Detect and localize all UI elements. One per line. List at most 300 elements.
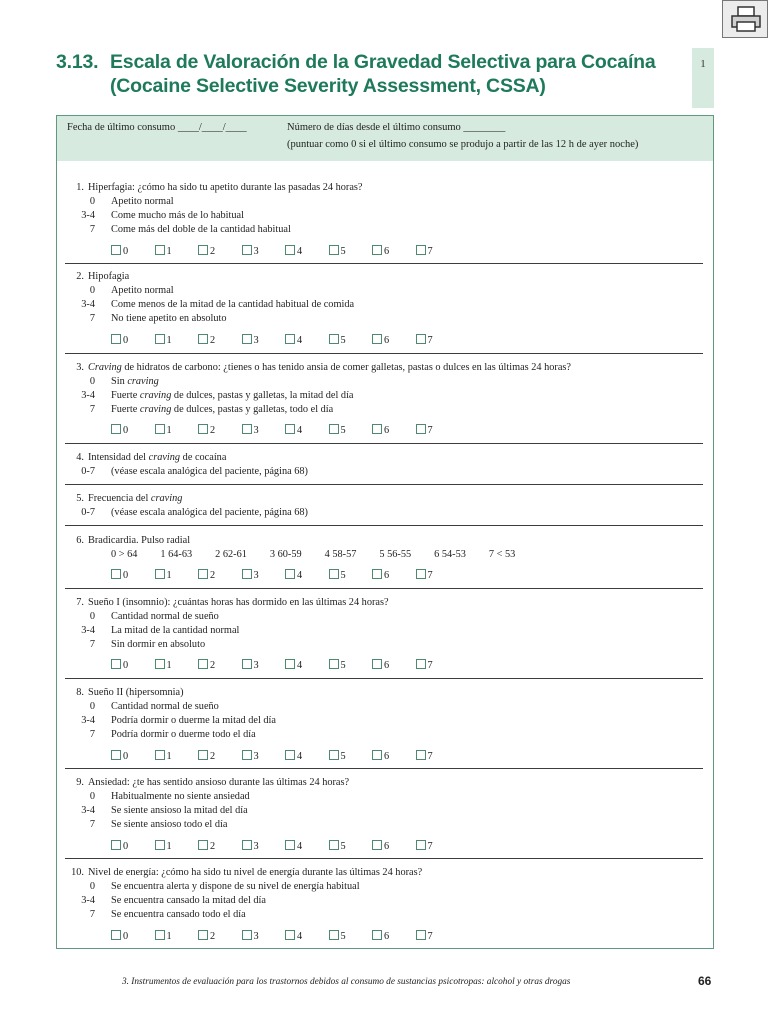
question-number: 1. xyxy=(76,182,84,193)
score-checkbox-3[interactable] xyxy=(242,659,259,673)
question-number: 5. xyxy=(76,493,84,504)
checkbox-label: 2 xyxy=(210,660,216,671)
checkbox-square[interactable] xyxy=(285,334,295,344)
option-code: 3-4 xyxy=(81,805,95,816)
checkbox-label: 2 xyxy=(210,246,216,257)
checkbox-label: 3 xyxy=(253,425,259,436)
option-code: 0 xyxy=(89,376,95,387)
option-text: No tiene apetito en absoluto xyxy=(111,313,227,324)
score-checkbox-3[interactable] xyxy=(242,930,259,944)
checkbox-square[interactable] xyxy=(372,750,382,760)
score-checkbox-0[interactable] xyxy=(111,659,128,673)
checkbox-label: 4 xyxy=(297,660,303,671)
checkbox-label: 6 xyxy=(384,841,390,852)
checkbox-square[interactable] xyxy=(416,930,426,940)
checkbox-label: 3 xyxy=(253,246,259,257)
question-text: Frecuencia del xyxy=(88,493,151,504)
checkbox-label: 6 xyxy=(384,335,390,346)
pulse-range: 0 > 64 xyxy=(111,549,138,560)
score-checkbox-7[interactable] xyxy=(416,930,433,944)
option-code: 7 xyxy=(89,819,95,830)
section-number: 3.13. xyxy=(56,51,99,73)
checkbox-label: 2 xyxy=(210,570,216,581)
question-number: 9. xyxy=(76,777,84,788)
question-text: Nivel de energía: ¿cómo ha sido tu nivel de energía durante las últimas 24 horas? xyxy=(88,867,423,878)
score-checkbox-7[interactable] xyxy=(416,840,433,854)
score-checkbox-0[interactable] xyxy=(111,840,128,854)
score-checkbox-0[interactable] xyxy=(111,334,128,348)
divider xyxy=(65,443,703,444)
checkbox-square[interactable] xyxy=(198,424,208,434)
checkbox-label: 6 xyxy=(384,425,390,436)
divider xyxy=(65,678,703,679)
score-checkbox-6[interactable] xyxy=(372,750,389,764)
checkbox-label: 6 xyxy=(384,931,390,942)
option-text: Apetito normal xyxy=(111,196,174,207)
score-checkbox-1[interactable] xyxy=(155,424,172,438)
question-number: 7. xyxy=(76,597,84,608)
checkbox-square[interactable] xyxy=(285,569,295,579)
question-number: 4. xyxy=(76,452,84,463)
pulse-range: 1 64-63 xyxy=(160,549,193,560)
option-text: Come más del doble de la cantidad habitual xyxy=(111,224,291,235)
checkbox-label: 0 xyxy=(123,425,129,436)
checkbox-label: 4 xyxy=(297,425,303,436)
question-number: 6. xyxy=(76,535,84,546)
question-text: de hidratos de carbono: ¿tienes o has tenido ansia de comer galletas, pastas o dulces en las últimas 24 horas? xyxy=(121,362,571,373)
checkbox-label: 1 xyxy=(166,335,172,346)
checkbox-square[interactable] xyxy=(198,334,208,344)
option-code: 3-4 xyxy=(81,625,95,636)
option-text: Cantidad normal de sueño xyxy=(111,611,219,622)
score-checkbox-1[interactable] xyxy=(155,840,172,854)
divider xyxy=(65,768,703,769)
score-checkbox-2[interactable] xyxy=(198,750,215,764)
score-checkbox-4[interactable] xyxy=(285,930,302,944)
checkbox-square[interactable] xyxy=(155,930,165,940)
checkbox-square[interactable] xyxy=(242,659,252,669)
question-text: Hipofagia xyxy=(88,271,130,282)
score-checkbox-0[interactable] xyxy=(111,569,128,583)
score-checkbox-4[interactable] xyxy=(285,334,302,348)
score-checkbox-5[interactable] xyxy=(329,750,346,764)
checkbox-square[interactable] xyxy=(111,659,121,669)
checkbox-label: 4 xyxy=(297,931,303,942)
question-number: 8. xyxy=(76,687,84,698)
checkbox-label: 0 xyxy=(123,570,129,581)
question-text: de cocaína xyxy=(180,452,227,463)
option-text: Se encuentra alerta y dispone de su nivel de energía habitual xyxy=(111,881,360,892)
score-checkbox-5[interactable] xyxy=(329,659,346,673)
score-checkbox-6[interactable] xyxy=(372,930,389,944)
score-checkbox-4[interactable] xyxy=(285,659,302,673)
divider xyxy=(65,588,703,589)
checkbox-label: 3 xyxy=(253,841,259,852)
option-text: Apetito normal xyxy=(111,285,174,296)
checkbox-label: 1 xyxy=(166,246,172,257)
option-code: 7 xyxy=(89,224,95,235)
checkbox-label: 1 xyxy=(166,425,172,436)
checkbox-square[interactable] xyxy=(285,245,295,255)
checkbox-label: 4 xyxy=(297,841,303,852)
checkbox-square[interactable] xyxy=(416,245,426,255)
checkbox-square[interactable] xyxy=(242,930,252,940)
checkbox-square[interactable] xyxy=(329,840,339,850)
option-code: 0 xyxy=(89,196,95,207)
checkbox-label: 4 xyxy=(297,570,303,581)
checkbox-square[interactable] xyxy=(111,840,121,850)
checkbox-square[interactable] xyxy=(155,424,165,434)
pulse-range: 6 54-53 xyxy=(434,549,466,560)
checkbox-label: 2 xyxy=(210,751,216,762)
option-text: Fuerte xyxy=(111,404,140,415)
option-code: 7 xyxy=(89,729,95,740)
checkbox-square[interactable] xyxy=(329,930,339,940)
checkbox-label: 3 xyxy=(253,751,259,762)
option-code: 0 xyxy=(89,791,95,802)
checkbox-label: 5 xyxy=(340,335,346,346)
page-number: 66 xyxy=(698,974,712,988)
checkbox-label: 4 xyxy=(297,751,303,762)
option-code: 0-7 xyxy=(81,466,95,477)
divider xyxy=(65,263,703,264)
checkbox-square[interactable] xyxy=(111,334,121,344)
checkbox-label: 6 xyxy=(384,660,390,671)
checkbox-label: 3 xyxy=(253,570,259,581)
option-text: Sin dormir en absoluto xyxy=(111,639,206,650)
score-checkbox-0[interactable] xyxy=(111,245,128,259)
option-code: 3-4 xyxy=(81,390,95,401)
checkbox-square[interactable] xyxy=(372,424,382,434)
days-note: (puntuar como 0 si el último consumo se produjo a partir de las 12 h de ayer noche) xyxy=(287,139,639,150)
score-checkbox-2[interactable] xyxy=(198,245,215,259)
days-since-last-use-field[interactable]: Número de días desde el último consumo ________ xyxy=(287,122,506,133)
score-checkbox-1[interactable] xyxy=(155,659,172,673)
score-checkbox-3[interactable] xyxy=(242,750,259,764)
pulse-ranges xyxy=(111,548,538,562)
question-text: Intensidad del xyxy=(88,452,149,463)
option-code: 7 xyxy=(89,909,95,920)
checkbox-label: 3 xyxy=(253,335,259,346)
checkbox-label: 1 xyxy=(166,570,172,581)
pulse-range: 4 58-57 xyxy=(324,549,357,560)
score-checkbox-4[interactable] xyxy=(285,569,302,583)
score-checkbox-2[interactable] xyxy=(198,569,215,583)
score-checkbox-4[interactable] xyxy=(285,840,302,854)
score-checkbox-6[interactable] xyxy=(372,840,389,854)
option-text: Habitualmente no siente ansiedad xyxy=(111,791,250,802)
checkbox-label: 1 xyxy=(166,841,172,852)
tab-number: 1 xyxy=(700,58,706,70)
score-checkbox-5[interactable] xyxy=(329,930,346,944)
score-checkbox-5[interactable] xyxy=(329,245,346,259)
score-checkbox-5[interactable] xyxy=(329,424,346,438)
chapter-tab xyxy=(692,48,714,108)
option-code: 7 xyxy=(89,313,95,324)
checkbox-square[interactable] xyxy=(198,659,208,669)
checkbox-label: 7 xyxy=(427,246,433,257)
checkbox-label: 0 xyxy=(123,335,129,346)
score-checkbox-6[interactable] xyxy=(372,334,389,348)
checkbox-label: 0 xyxy=(123,246,129,257)
question-text-italic: Craving xyxy=(88,362,122,373)
checkbox-square[interactable] xyxy=(155,245,165,255)
checkbox-square[interactable] xyxy=(242,424,252,434)
checkbox-label: 7 xyxy=(427,425,433,436)
option-code: 7 xyxy=(89,404,95,415)
checkbox-label: 7 xyxy=(427,570,433,581)
score-checkbox-4[interactable] xyxy=(285,424,302,438)
checkbox-label: 0 xyxy=(123,931,129,942)
checkbox-square[interactable] xyxy=(111,750,121,760)
score-checkbox-0[interactable] xyxy=(111,930,128,944)
option-code: 3-4 xyxy=(81,299,95,310)
score-checkbox-3[interactable] xyxy=(242,245,259,259)
divider xyxy=(65,484,703,485)
checkbox-square[interactable] xyxy=(372,245,382,255)
checkbox-square[interactable] xyxy=(111,569,121,579)
score-checkbox-2[interactable] xyxy=(198,840,215,854)
score-checkbox-6[interactable] xyxy=(372,569,389,583)
option-code: 0 xyxy=(89,285,95,296)
question-number: 10. xyxy=(71,867,84,878)
option-text: Sin xyxy=(111,376,128,387)
checkbox-square[interactable] xyxy=(198,930,208,940)
last-use-date-field[interactable]: Fecha de último consumo ____/____/____ xyxy=(67,122,247,133)
score-checkbox-6[interactable] xyxy=(372,245,389,259)
pulse-range: 7 < 53 xyxy=(488,549,516,560)
option-code: 3-4 xyxy=(81,715,95,726)
checkbox-square[interactable] xyxy=(372,840,382,850)
checkbox-label: 5 xyxy=(340,246,346,257)
score-checkbox-3[interactable] xyxy=(242,569,259,583)
assessment-form xyxy=(56,115,714,949)
pulse-range: 5 56-55 xyxy=(379,549,412,560)
checkbox-square[interactable] xyxy=(372,930,382,940)
option-text: (véase escala analógica del paciente, página 68) xyxy=(111,466,308,477)
score-checkbox-5[interactable] xyxy=(329,334,346,348)
option-code: 7 xyxy=(89,639,95,650)
title-line-2: (Cocaine Selective Severity Assessment, CSSA) xyxy=(110,75,546,97)
checkbox-label: 7 xyxy=(427,335,433,346)
checkbox-label: 5 xyxy=(340,931,346,942)
checkbox-label: 7 xyxy=(427,751,433,762)
question-text: Sueño II (hipersomnia) xyxy=(88,687,184,698)
checkbox-label: 0 xyxy=(123,751,129,762)
checkbox-square[interactable] xyxy=(242,750,252,760)
score-checkbox-3[interactable] xyxy=(242,334,259,348)
score-checkbox-1[interactable] xyxy=(155,750,172,764)
checkbox-square[interactable] xyxy=(111,245,121,255)
option-text: (véase escala analógica del paciente, página 68) xyxy=(111,507,308,518)
question-number: 3. xyxy=(76,362,84,373)
checkbox-label: 1 xyxy=(166,751,172,762)
option-code: 0 xyxy=(89,701,95,712)
option-text: Come menos de la mitad de la cantidad habitual de comida xyxy=(111,299,355,310)
option-text: de dulces, pastas y galletas, la mitad del día xyxy=(171,390,354,401)
checkbox-square[interactable] xyxy=(242,840,252,850)
footer-text: 3. Instrumentos de evaluación para los trastornos debidos al consumo de sustancias psicotropas: alcohol y otras drogas xyxy=(122,977,571,987)
score-checkbox-7[interactable] xyxy=(416,569,433,583)
score-checkbox-0[interactable] xyxy=(111,424,128,438)
option-code: 0 xyxy=(89,611,95,622)
checkbox-label: 3 xyxy=(253,660,259,671)
checkbox-square[interactable] xyxy=(155,840,165,850)
checkbox-square[interactable] xyxy=(372,334,382,344)
pulse-range: 3 60-59 xyxy=(269,549,302,560)
question-number: 2. xyxy=(76,271,84,282)
option-text: Podría dormir o duerme todo el día xyxy=(111,729,256,740)
checkbox-square[interactable] xyxy=(329,245,339,255)
score-checkbox-0[interactable] xyxy=(111,750,128,764)
score-checkbox-2[interactable] xyxy=(198,334,215,348)
score-checkbox-4[interactable] xyxy=(285,750,302,764)
form-header xyxy=(57,116,713,161)
checkbox-label: 2 xyxy=(210,425,216,436)
score-checkbox-2[interactable] xyxy=(198,424,215,438)
checkbox-label: 1 xyxy=(166,931,172,942)
checkbox-square[interactable] xyxy=(372,659,382,669)
print-button[interactable] xyxy=(722,0,768,38)
score-checkbox-1[interactable] xyxy=(155,245,172,259)
checkbox-label: 4 xyxy=(297,335,303,346)
checkbox-square[interactable] xyxy=(416,659,426,669)
checkbox-square[interactable] xyxy=(111,424,121,434)
score-checkbox-5[interactable] xyxy=(329,840,346,854)
checkbox-square[interactable] xyxy=(285,424,295,434)
checkbox-square[interactable] xyxy=(242,334,252,344)
checkbox-square[interactable] xyxy=(285,840,295,850)
option-text: Se encuentra cansado todo el día xyxy=(111,909,246,920)
score-checkbox-1[interactable] xyxy=(155,930,172,944)
option-code: 3-4 xyxy=(81,895,95,906)
checkbox-label: 7 xyxy=(427,841,433,852)
option-text: de dulces, pastas y galletas, todo el día xyxy=(171,404,334,415)
checkbox-label: 2 xyxy=(210,931,216,942)
score-checkbox-7[interactable] xyxy=(416,424,433,438)
checkbox-square[interactable] xyxy=(329,424,339,434)
option-text: Se siente ansioso todo el día xyxy=(111,819,228,830)
score-checkbox-5[interactable] xyxy=(329,569,346,583)
checkbox-label: 0 xyxy=(123,841,129,852)
checkbox-label: 7 xyxy=(427,931,433,942)
checkbox-square[interactable] xyxy=(155,750,165,760)
option-code: 0 xyxy=(89,881,95,892)
checkbox-square[interactable] xyxy=(329,659,339,669)
score-checkbox-7[interactable] xyxy=(416,659,433,673)
checkbox-square[interactable] xyxy=(155,659,165,669)
option-text: Podría dormir o duerme la mitad del día xyxy=(111,715,276,726)
score-checkbox-7[interactable] xyxy=(416,334,433,348)
checkbox-label: 5 xyxy=(340,660,346,671)
checkbox-label: 2 xyxy=(210,841,216,852)
option-text: Come mucho más de lo habitual xyxy=(111,210,244,221)
question-text-italic: craving xyxy=(150,493,183,504)
option-code: 0-7 xyxy=(81,507,95,518)
option-code: 3-4 xyxy=(81,210,95,221)
score-checkbox-2[interactable] xyxy=(198,930,215,944)
question-text: Bradicardia. Pulso radial xyxy=(88,535,191,546)
checkbox-square[interactable] xyxy=(329,334,339,344)
option-text: Se encuentra cansado la mitad del día xyxy=(111,895,266,906)
option-text: Cantidad normal de sueño xyxy=(111,701,219,712)
checkbox-square[interactable] xyxy=(416,334,426,344)
checkbox-square[interactable] xyxy=(155,569,165,579)
checkbox-square[interactable] xyxy=(198,245,208,255)
score-checkbox-1[interactable] xyxy=(155,334,172,348)
checkbox-label: 0 xyxy=(123,660,129,671)
checkbox-square[interactable] xyxy=(198,750,208,760)
option-text-italic: craving xyxy=(127,376,159,387)
score-checkbox-6[interactable] xyxy=(372,659,389,673)
checkbox-square[interactable] xyxy=(416,840,426,850)
option-text: Fuerte xyxy=(111,390,140,401)
question-text-italic: craving xyxy=(148,452,181,463)
checkbox-square[interactable] xyxy=(198,840,208,850)
score-checkbox-6[interactable] xyxy=(372,424,389,438)
question-text: Hiperfagia: ¿cómo ha sido tu apetito durante las pasadas 24 horas? xyxy=(88,182,363,193)
checkbox-square[interactable] xyxy=(155,334,165,344)
divider xyxy=(65,858,703,859)
checkbox-square[interactable] xyxy=(111,930,121,940)
score-checkbox-7[interactable] xyxy=(416,750,433,764)
checkbox-label: 1 xyxy=(166,660,172,671)
score-checkbox-2[interactable] xyxy=(198,659,215,673)
option-text-italic: craving xyxy=(139,390,172,401)
checkbox-label: 6 xyxy=(384,246,390,257)
checkbox-square[interactable] xyxy=(198,569,208,579)
printer-icon xyxy=(729,5,763,33)
checkbox-label: 6 xyxy=(384,751,390,762)
checkbox-square[interactable] xyxy=(372,569,382,579)
checkbox-square[interactable] xyxy=(285,659,295,669)
checkbox-square[interactable] xyxy=(285,750,295,760)
checkbox-square[interactable] xyxy=(416,750,426,760)
checkbox-square[interactable] xyxy=(242,569,252,579)
score-checkbox-7[interactable] xyxy=(416,245,433,259)
checkbox-square[interactable] xyxy=(416,569,426,579)
question-text: Ansiedad: ¿te has sentido ansioso durante las últimas 24 horas? xyxy=(88,777,350,788)
checkbox-square[interactable] xyxy=(329,569,339,579)
option-text-italic: craving xyxy=(139,404,172,415)
checkbox-label: 5 xyxy=(340,425,346,436)
page-title xyxy=(56,50,686,98)
divider xyxy=(65,525,703,526)
score-checkbox-3[interactable] xyxy=(242,840,259,854)
checkbox-square[interactable] xyxy=(329,750,339,760)
checkbox-label: 7 xyxy=(427,660,433,671)
divider xyxy=(65,353,703,354)
checkbox-label: 5 xyxy=(340,751,346,762)
checkbox-label: 4 xyxy=(297,246,303,257)
title-line-1: Escala de Valoración de la Gravedad Selectiva para Cocaína xyxy=(110,51,656,73)
option-text: Se siente ansioso la mitad del día xyxy=(111,805,248,816)
question-text: Sueño I (insomnio): ¿cuántas horas has dormido en las últimas 24 horas? xyxy=(88,597,389,608)
checkbox-label: 2 xyxy=(210,335,216,346)
score-checkbox-3[interactable] xyxy=(242,424,259,438)
option-text: La mitad de la cantidad normal xyxy=(111,625,240,636)
checkbox-label: 3 xyxy=(253,931,259,942)
checkbox-label: 5 xyxy=(340,570,346,581)
checkbox-label: 6 xyxy=(384,570,390,581)
checkbox-square[interactable] xyxy=(242,245,252,255)
checkbox-square[interactable] xyxy=(285,930,295,940)
score-checkbox-4[interactable] xyxy=(285,245,302,259)
score-checkbox-1[interactable] xyxy=(155,569,172,583)
checkbox-square[interactable] xyxy=(416,424,426,434)
pulse-range: 2 62-61 xyxy=(215,549,247,560)
checkbox-label: 5 xyxy=(340,841,346,852)
